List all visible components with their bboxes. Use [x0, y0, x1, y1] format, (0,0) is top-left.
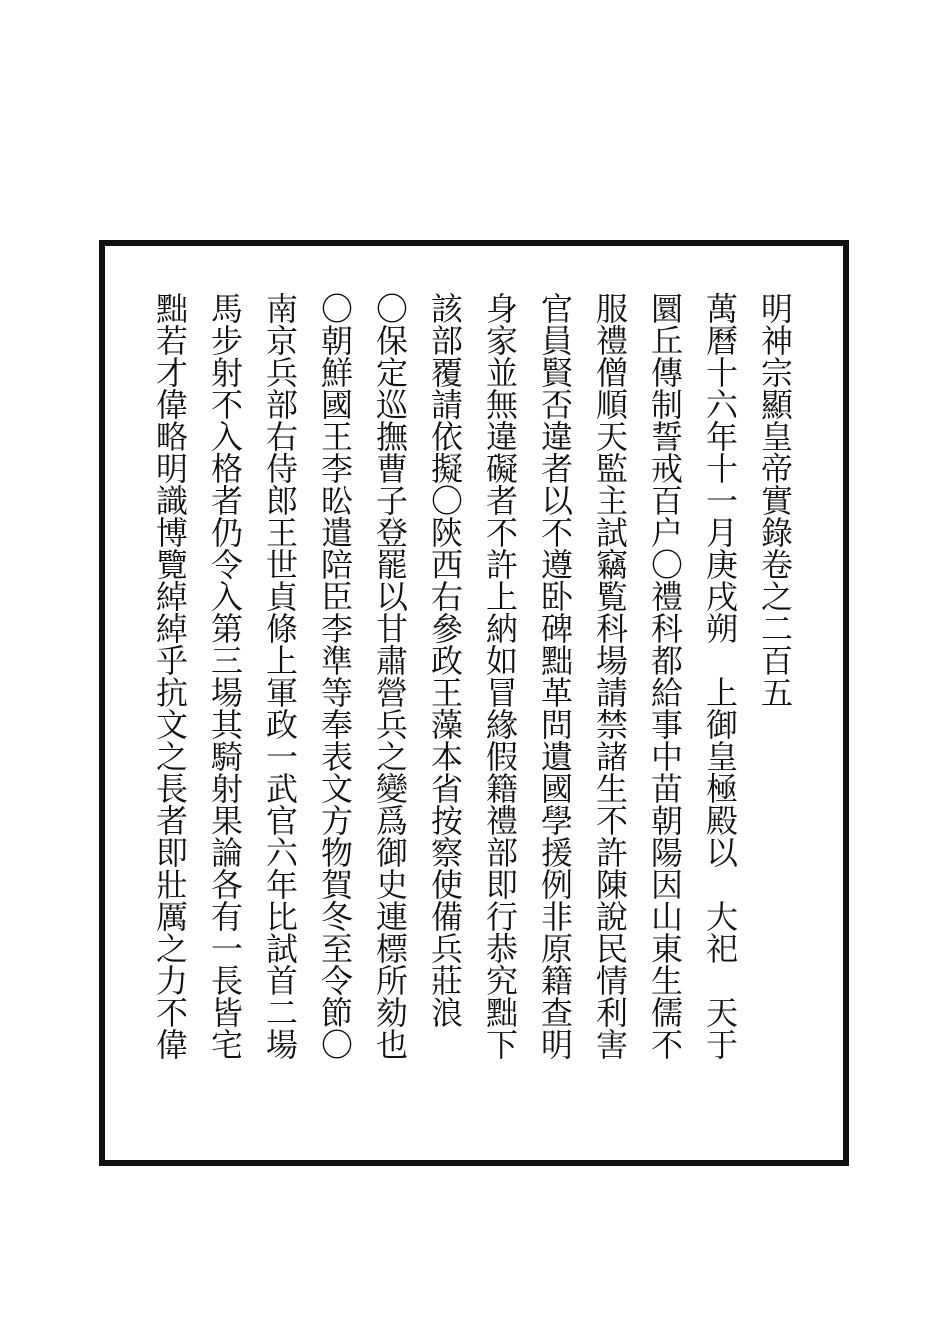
text-column-8: 〇保定巡撫曹子登罷以甘肅營兵之變爲御史連標所劾也	[371, 292, 409, 1060]
text-column-4: 服禮僧順天監主試竊覧科場請禁諸生不許陳說民情利害	[591, 292, 629, 1060]
page-frame	[99, 240, 849, 1166]
text-column-10: 南京兵部右侍郎王世貞條上軍政一武官六年比試首二場	[261, 292, 299, 1060]
text-column-7: 該部覆請依擬〇陝西右參政王藻本省按察使備兵莊浪	[426, 292, 464, 1028]
text-column-2: 萬曆十六年十一月庚戌朔 上御皇極殿以 大祀 天于	[701, 292, 739, 1060]
text-column-11: 馬步射不入格者仍令入第三場其騎射果論各有一長皆宅	[206, 292, 244, 1060]
text-column-12: 黜若才偉略明識博覽綽綽乎抗文之長者即壯厲之力不偉	[151, 292, 189, 1060]
text-column-5: 官員賢否違者以不遵卧碑黜革問遺國學援例非原籍查明	[536, 292, 574, 1060]
text-column-3: 圜丘傳制誓戒百户〇禮科都給事中苗朝陽因山東生儒不	[646, 292, 684, 1060]
text-column-1: 明神宗顯皇帝實錄卷之二百五	[756, 292, 794, 708]
text-column-6: 身家並無違礙者不許上納如冒緣假籍禮部即行恭究黜下	[481, 292, 519, 1060]
text-column-9: 〇朝鮮國王李昖遣陪臣李準等奉表文方物賀冬至令節〇	[316, 292, 354, 1060]
